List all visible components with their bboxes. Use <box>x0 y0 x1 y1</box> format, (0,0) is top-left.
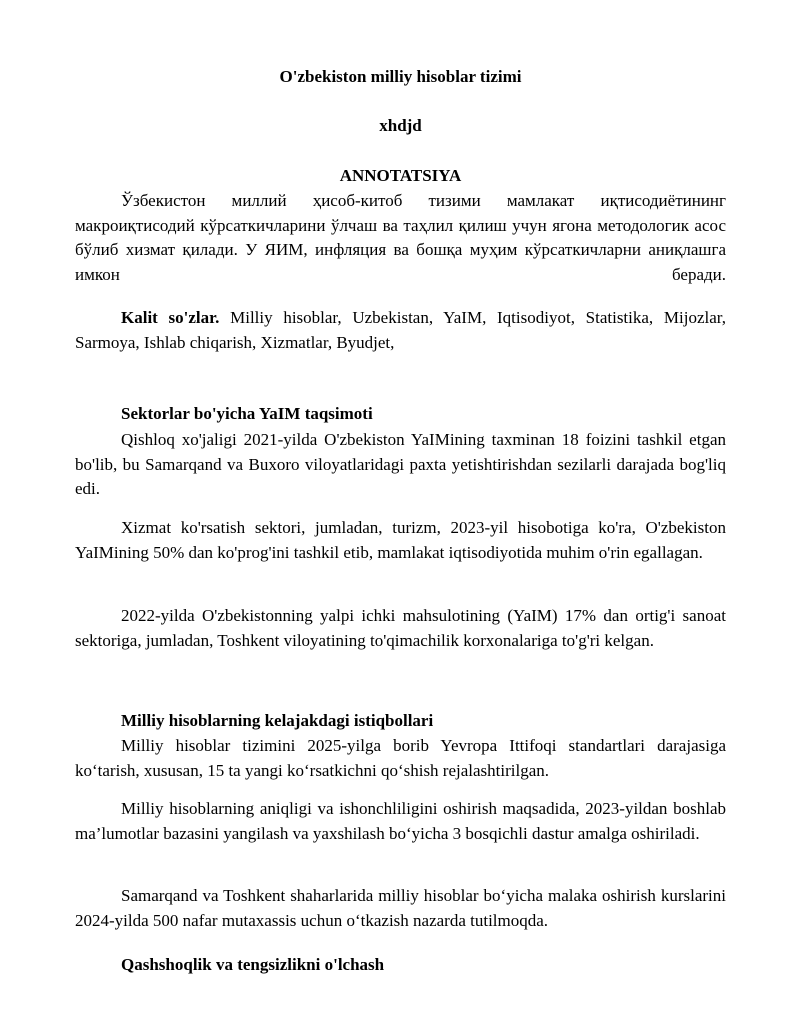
keywords-label: Kalit so'zlar. <box>121 308 220 327</box>
document-subtitle: xhdjd <box>379 116 422 135</box>
keywords-paragraph <box>75 306 726 355</box>
document-title: O'zbekiston milliy hisoblar tizimi <box>279 67 522 86</box>
section-paragraph: Samarqand va Toshkent shaharlarida milliy hisoblar bo‘yicha malaka oshirish kurslarini 2024-yilda 500 nafar mutaxassis uchun o‘tkazish nazarda tutilmoqda. <box>75 886 726 930</box>
section-paragraph: Xizmat ko'rsatish sektori, jumladan, turizm, 2023-yil hisobotiga ko'ra, O'zbekiston YaIMining 50% dan ko'prog'ini tashkil etib, mamlakat iqtisodiyotida muhim o'rin egallagan. <box>75 518 726 562</box>
annotation-heading: ANNOTATSIYA <box>339 166 462 185</box>
section-paragraph: Milliy hisoblarning aniqligi va ishonchliligini oshirish maqsadida, 2023-yildan boshlab ma’lumotlar bazasini yangilash va yaxshilash bo‘yicha 3 bosqichli dastur amalga oshiriladi. <box>75 799 726 843</box>
keywords-list: Milliy hisoblar, Uzbekistan, YaIM, Iqtisodiyot, Statistika, Mijozlar, Sarmoya, Ishlab chiqarish, Xizmatlar, Byudjet, <box>75 308 726 352</box>
section-heading: Milliy hisoblarning kelajakdagi istiqbollari <box>121 711 434 730</box>
section-heading: Qashshoqlik va tengsizlikni o'lchash <box>121 955 385 974</box>
section-paragraph: Milliy hisoblar tizimini 2025-yilga borib Yevropa Ittifoqi standartlari darajasiga ko‘tarish, xususan, 15 ta yangi ko‘rsatkichni qo‘shish rejalashtirilgan. <box>75 736 726 780</box>
section-paragraph: 2022-yilda O'zbekistonning yalpi ichki mahsulotining (YaIM) 17% dan ortig'i sanoat sektoriga, jumladan, Toshkent viloyatining to'qimachilik korxonalariga to'g'ri kelgan. <box>75 606 726 650</box>
annotation-paragraph: Ўзбекистон миллий ҳисоб-китоб тизими мамлакат иқтисодиётининг макроиқтисодий кўрсаткичларини ўлчаш ва таҳлил қилиш учун ягона методологик асос бўлиб хизмат қилади. У ЯИМ, инфляция ва бошқа муҳим кўрсаткичларни аниқлашга имкон беради. <box>75 191 726 284</box>
section-heading: Sektorlar bo'yicha YaIM taqsimoti <box>121 404 373 423</box>
section-paragraph: Qishloq xo'jaligi 2021-yilda O'zbekiston YaIMining taxminan 18 foizini tashkil etgan bo'lib, bu Samarqand va Buxoro viloyatlaridagi paxta yetishtirishdan sezilarli darajada bog'liq edi. <box>75 430 726 498</box>
